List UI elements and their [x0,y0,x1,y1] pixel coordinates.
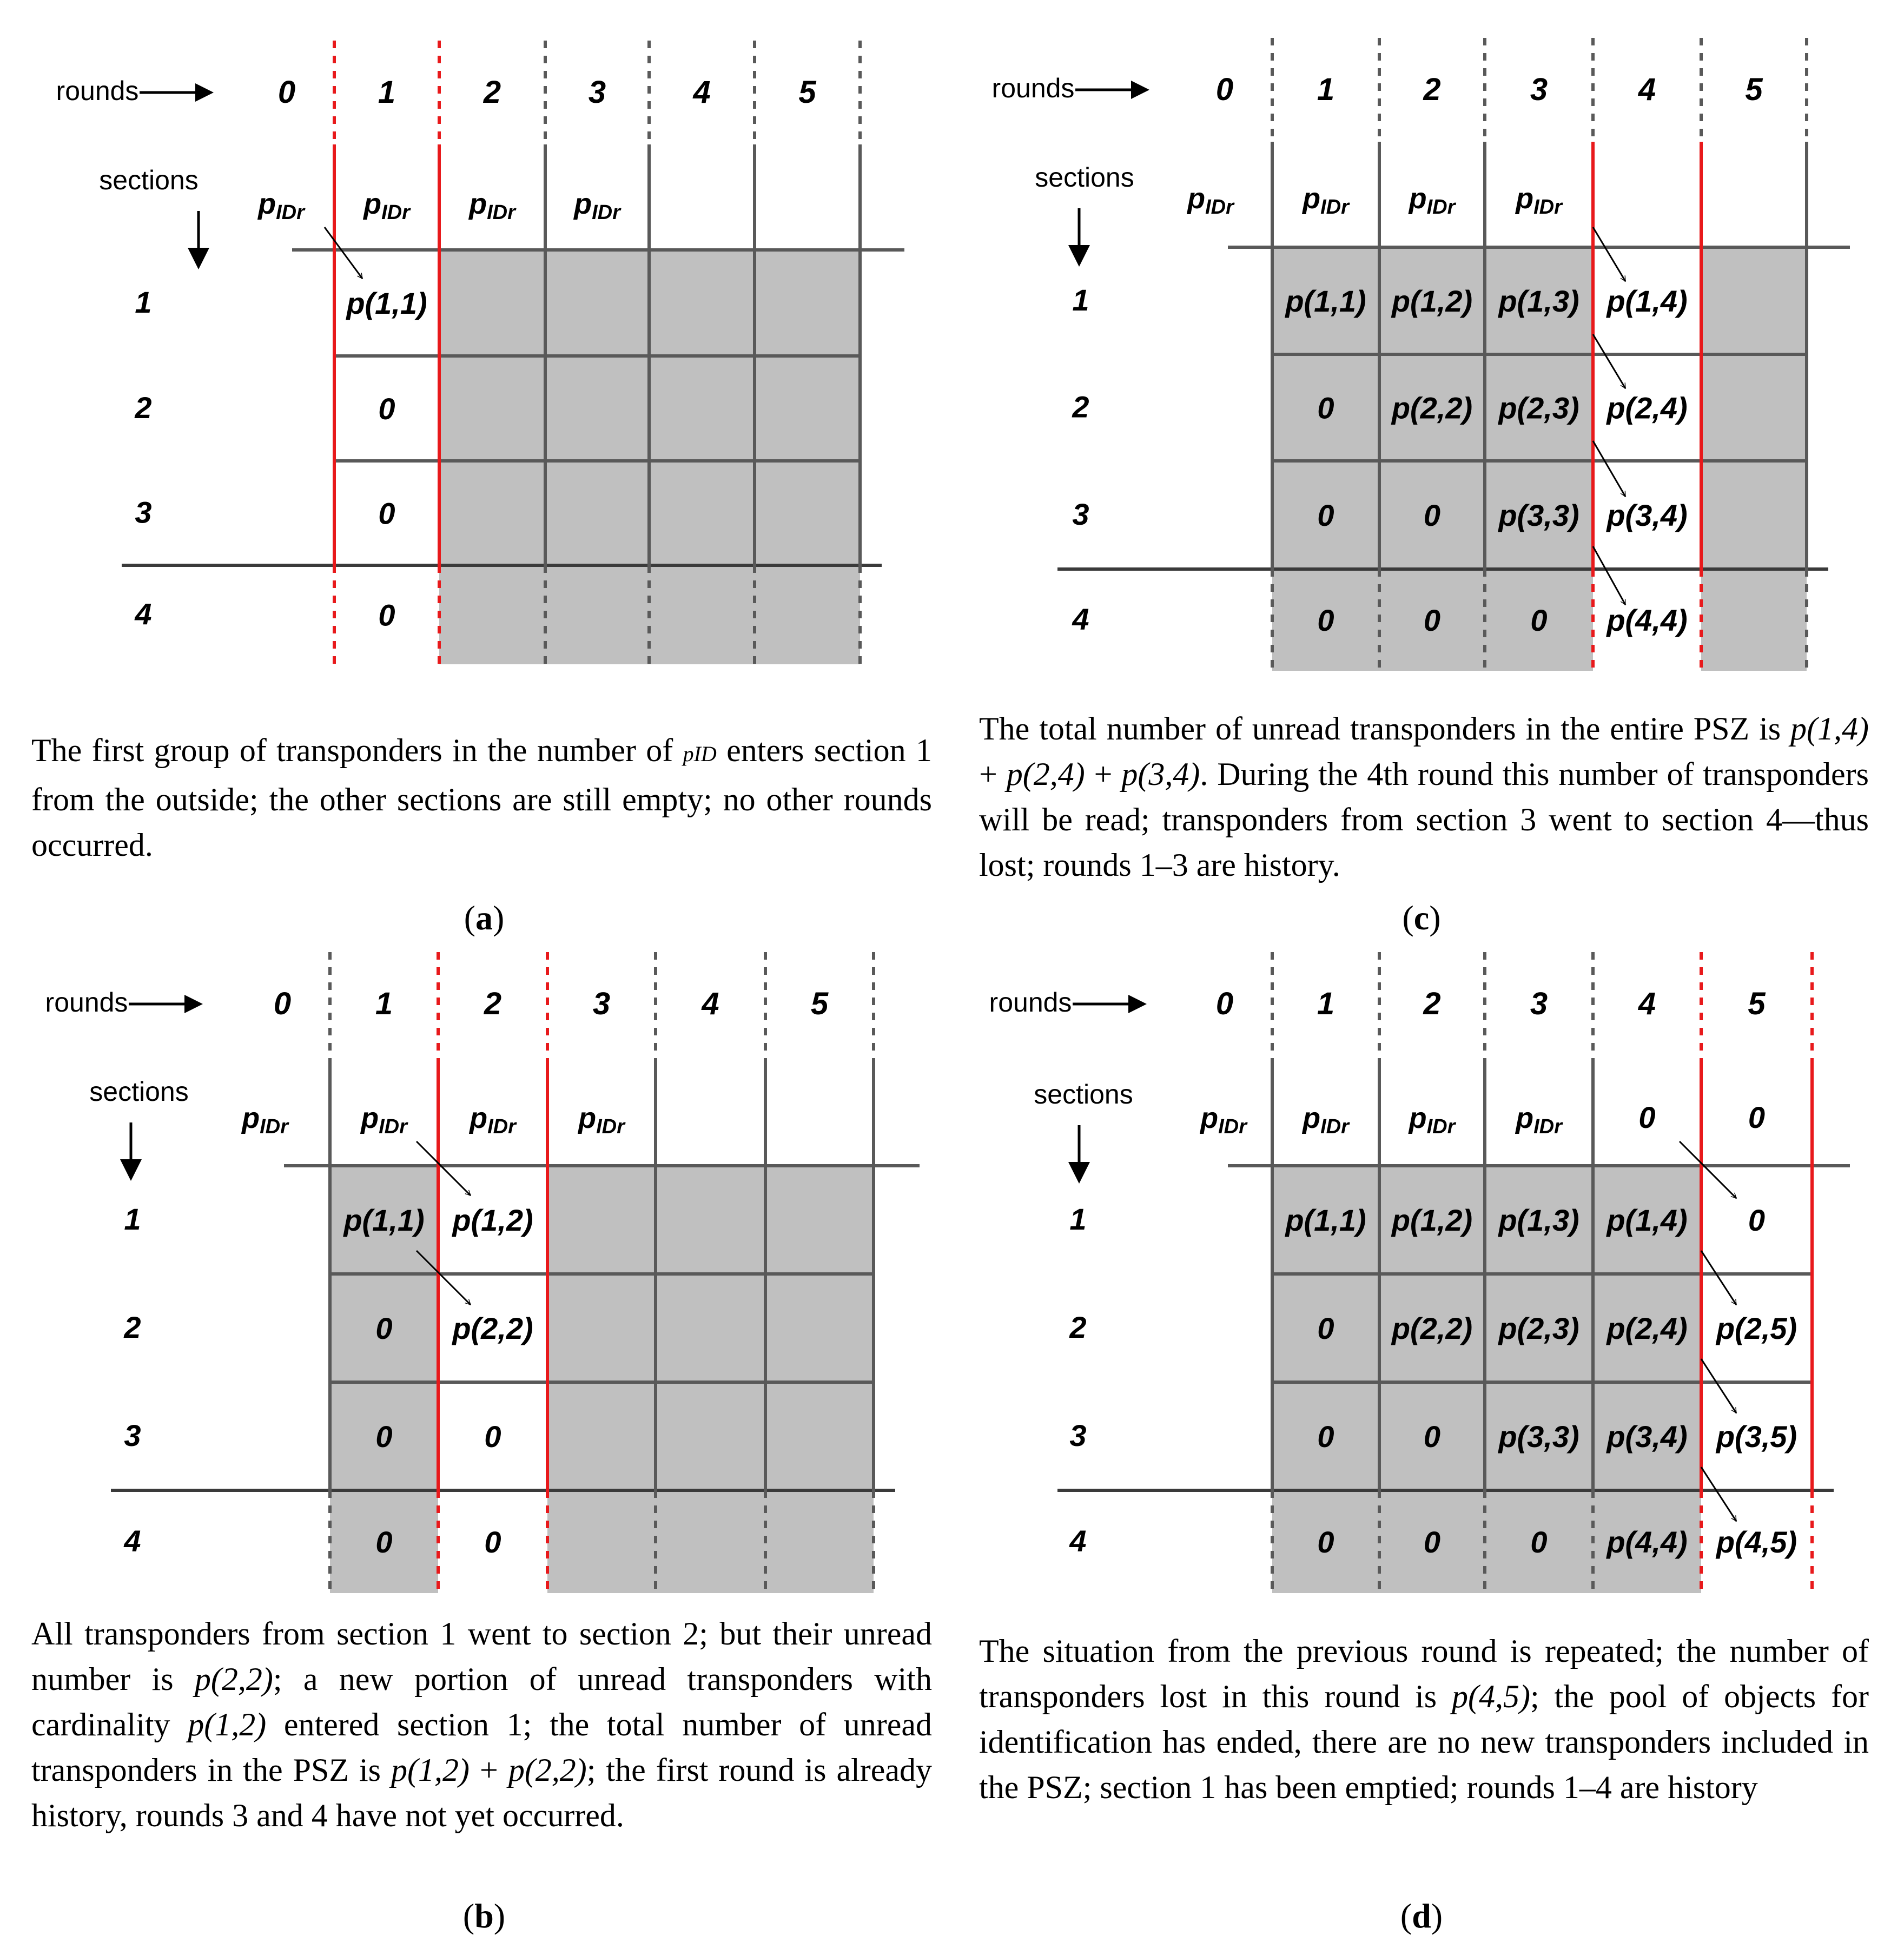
section-number: 1 [1069,1202,1087,1236]
gray-cell [547,1382,656,1490]
gray-cell [439,565,545,664]
pid-header-label [1408,1102,1457,1138]
gray-cell [547,1490,656,1593]
caption-c [979,706,1869,888]
cell-value: p(2,4) [1606,391,1688,425]
cell-value: 0 [1530,603,1548,637]
gray-cell [547,1166,656,1274]
pid-header-label [577,1102,626,1138]
gray-cell [755,250,860,356]
round-number: 3 [1530,72,1548,107]
pid-header-label [257,188,306,224]
pid-subscript: IDr [1205,196,1234,219]
round-number: 3 [1530,986,1548,1021]
pid-main: p [574,188,592,220]
section-number: 2 [135,391,152,425]
round-number: 1 [1317,72,1335,107]
cell-value: p(2,2) [452,1311,533,1345]
panel-label-a: (a) [464,899,505,937]
transition-arrow [1701,1251,1736,1305]
gray-cell [1701,569,1807,671]
caption-a [31,728,932,868]
section-number: 2 [1069,1310,1087,1344]
gray-cell [765,1382,874,1490]
pid-main: p [1303,182,1321,215]
pid-main: p [1303,1102,1321,1134]
panel-label-b: (b) [462,1897,506,1935]
cell-value: p(1,4) [1606,1203,1688,1237]
rounds-arrowhead [1131,81,1149,99]
pid-main: p [470,1102,488,1134]
section-number: 4 [135,597,152,631]
round-number: 0 [273,986,292,1021]
gray-cell [649,461,755,565]
cell-value: 0 [1423,603,1441,637]
pid-header-label [573,188,622,224]
caption-text: entered section 1; the total number of unread transponders in the PSZ is [31,1707,933,1788]
round-number: 1 [378,75,396,110]
cell-value: 0 [1530,1525,1548,1559]
pid-main: p [1409,1102,1427,1134]
pid-subscript: IDr [379,1115,407,1138]
pid-main: p [1516,182,1534,215]
transition-arrow [1701,1359,1736,1413]
cell-value: 0 [378,392,395,426]
caption-text: The situation from the previous round is repeated; the number of transponders lost in this round is [979,1633,1869,1714]
panel-label-c: (c) [1402,899,1441,937]
cell-value: 0 [484,1525,501,1559]
pid-main: p [1200,1102,1219,1134]
pid-subscript: IDr [276,201,305,224]
pid-subscript: IDr [1320,1115,1349,1138]
pid-header-label [360,1102,408,1138]
sections-label: sections [99,165,199,195]
rounds-label: rounds [45,987,128,1018]
section-number: 3 [1072,497,1089,531]
gray-cell [656,1166,765,1274]
cell-value: p(2,5) [1716,1311,1797,1345]
gray-cell [545,356,649,461]
cell-value: p(1,1) [343,1203,425,1237]
round-number: 5 [798,75,816,110]
pid-header-label [1186,182,1235,219]
panel-b [45,952,920,1593]
caption-text: + [1085,756,1122,792]
gray-cell [439,461,545,565]
section-number: 4 [124,1524,141,1558]
gray-cell [765,1490,874,1593]
section-number: 1 [135,285,152,319]
round-number: 4 [1638,986,1656,1021]
round-number: 2 [484,986,502,1021]
pid-subscript: IDr [1533,1115,1562,1138]
pid-header-label [468,1102,517,1138]
sections-label: sections [1035,162,1134,193]
caption-b [31,1611,932,1838]
round-number: 4 [693,75,711,110]
pid-main: p [1409,182,1427,215]
cell-value: p(2,2) [1391,1311,1473,1345]
cell-value: p(1,1) [346,286,427,320]
rounds-label: rounds [56,76,139,106]
caption-math: pID [683,742,717,766]
cell-value: p(1,2) [452,1203,533,1237]
pid-header-label [362,188,411,224]
section-number: 2 [124,1310,141,1344]
pid-subscript: IDr [1426,1115,1456,1138]
cell-value: 0 [1748,1203,1766,1237]
cell-value: p(3,3) [1498,1419,1579,1454]
cell-value: p(3,4) [1606,498,1688,532]
round-number: 5 [810,986,829,1021]
caption-math: p(1,2) [391,1752,470,1788]
cell-value: p(2,3) [1498,391,1579,425]
cell-value: 0 [1423,1525,1441,1559]
gray-cell [656,1382,765,1490]
pid-main: p [469,188,487,220]
pid-header-label [1408,182,1457,219]
cell-value: p(1,1) [1285,1203,1366,1237]
cell-value: 0 [378,496,395,531]
gray-cell [649,565,755,664]
transition-arrow [1593,334,1625,388]
gray-cell [649,356,755,461]
cell-value: 0 [375,1525,393,1559]
pid-subscript: IDr [1320,196,1349,219]
section-number: 3 [124,1418,141,1452]
cell-value: p(1,3) [1498,1203,1579,1237]
pid-header-label [1199,1102,1248,1138]
cell-value: p(2,2) [1391,391,1473,425]
rounds-label: rounds [989,987,1072,1018]
pid-header-label [1515,1102,1563,1138]
panel-label-d: (d) [1400,1897,1443,1935]
pid-subscript: IDr [487,201,515,224]
pid-header-label [1515,182,1563,219]
panel-a [56,41,904,664]
round-number: 0 [1215,986,1234,1021]
pid-header-label [1301,1102,1350,1138]
pid-main: p [363,188,382,220]
section-number: 1 [124,1202,141,1236]
caption-text: The first group of transponders in the number of [31,732,683,768]
header-value: 0 [1638,1100,1656,1134]
cell-value: 0 [375,1311,393,1345]
panel-letter: b [474,1897,494,1935]
cell-value: 0 [1317,498,1334,532]
caption-math: p(1,4) [1790,711,1869,747]
gray-cell [1701,354,1807,461]
cell-value: p(3,4) [1606,1419,1688,1454]
caption-text: + [979,756,1007,792]
panel-letter: a [475,899,493,937]
cell-value: p(4,4) [1606,603,1688,637]
rounds-arrowhead [184,995,203,1013]
caption-math: p(1,2) [188,1707,267,1742]
gray-cell [755,461,860,565]
section-number: 2 [1072,389,1089,424]
caption-text: enters section 1 from the outside; the other sections are still empty; no other rounds occurred. [31,732,933,863]
gray-cell [439,356,545,461]
sections-label: sections [89,1076,189,1107]
round-number: 3 [592,986,611,1021]
section-number: 3 [1069,1418,1087,1452]
section-number: 3 [135,495,152,530]
pid-main: p [1516,1102,1534,1134]
gray-cell [656,1490,765,1593]
cell-value: p(1,2) [1391,284,1473,318]
panel-letter: d [1412,1897,1431,1935]
cell-value: 0 [1317,1525,1334,1559]
caption-math: p(3,4) [1121,756,1200,792]
sections-arrowhead [120,1159,142,1181]
pid-subscript: IDr [260,1115,288,1138]
cell-value: 0 [1317,391,1334,425]
pid-subscript: IDr [1426,196,1456,219]
panel-letter: c [1413,899,1430,937]
pid-subscript: IDr [592,201,620,224]
round-number: 4 [702,986,719,1021]
cell-value: 0 [484,1419,501,1454]
gray-cell [1701,461,1807,569]
caption-text: All transponders from section 1 went to section 2; but their unread number is [31,1616,932,1697]
pid-subscript: IDr [487,1115,516,1138]
header-value: 0 [1748,1100,1766,1134]
round-number: 5 [1748,986,1766,1021]
caption-math: p(2,2) [194,1661,273,1697]
pid-header-label [241,1102,289,1138]
cell-value: p(1,2) [1391,1203,1473,1237]
cell-value: p(4,5) [1716,1525,1797,1559]
round-number: 1 [1317,986,1335,1021]
caption-text: ; a new portion of unread transponders with cardinality [31,1661,932,1742]
cell-value: p(3,3) [1498,498,1579,532]
transition-arrow [1701,1467,1736,1521]
round-number: 2 [1423,986,1441,1021]
round-number: 3 [588,75,606,110]
pid-header-label [1301,182,1350,219]
caption-text: ; the first round is already history, rounds 3 and 4 have not yet occurred. [31,1752,932,1833]
sections-arrowhead [1068,1162,1090,1184]
transition-arrow [1593,546,1625,605]
gray-cell [765,1166,874,1274]
caption-math: p(4,5) [1452,1679,1530,1714]
caption-text: + [469,1752,508,1788]
round-number: 0 [1215,72,1234,107]
cell-value: p(2,4) [1606,1311,1688,1345]
cell-value: 0 [378,598,395,632]
caption-text: ; the pool of objects for identification has ended, there are no new transponders included in the PSZ; section 1 has been emptied; rounds 1–4 are history [979,1679,1869,1805]
cell-value: 0 [1317,1419,1334,1454]
caption-math: p(2,2) [508,1752,587,1788]
pid-subscript: IDr [1218,1115,1247,1138]
gray-cell [755,565,860,664]
gray-cell [649,250,755,356]
round-number: 5 [1745,72,1763,107]
gray-cell [439,250,545,356]
gray-cell [755,356,860,461]
gray-cell [765,1274,874,1382]
sections-arrowhead [1068,245,1090,267]
pid-subscript: IDr [381,201,410,224]
pid-main: p [1187,182,1206,215]
panel-d [989,952,1850,1593]
pid-main: p [258,188,276,220]
panel-c [992,38,1850,671]
round-number: 2 [1423,72,1441,107]
gray-cell [547,1274,656,1382]
section-number: 1 [1072,283,1089,317]
transition-arrow [1593,227,1625,281]
cell-value: 0 [1423,498,1441,532]
sections-label: sections [1034,1079,1133,1109]
cell-value: 0 [1317,1311,1334,1345]
rounds-label: rounds [991,73,1075,103]
rounds-arrowhead [1128,995,1147,1013]
caption-text: . During the 4th round this number of transponders will be read; transponders from section 3 went to section 4—thus lost; rounds 1–3 are history. [979,756,1869,883]
pid-subscript: IDr [596,1115,625,1138]
round-number: 2 [483,75,501,110]
transition-arrow [325,227,362,279]
pid-main: p [361,1102,379,1134]
cell-value: p(2,3) [1498,1311,1579,1345]
cell-value: p(1,1) [1285,284,1366,318]
gray-cell [545,565,649,664]
gray-cell [1701,247,1807,354]
pid-subscript: IDr [1533,196,1562,219]
gray-cell [545,461,649,565]
cell-value: p(3,5) [1716,1419,1797,1454]
rounds-arrowhead [195,83,214,102]
cell-value: p(1,3) [1498,284,1579,318]
cell-value: p(4,4) [1606,1525,1688,1559]
cell-value: p(1,4) [1606,284,1688,318]
caption-d [979,1628,1869,1810]
cell-value: 0 [1423,1419,1441,1454]
cell-value: 0 [1317,603,1334,637]
section-number: 4 [1072,602,1089,636]
transition-arrow [1593,441,1625,497]
caption-math: p(2,4) [1006,756,1085,792]
pid-header-label [468,188,517,224]
gray-cell [545,250,649,356]
cell-value: 0 [375,1419,393,1454]
caption-text: The total number of unread transponders in the entire PSZ is [979,711,1791,747]
pid-main: p [242,1102,260,1134]
sections-arrowhead [188,248,209,269]
round-number: 0 [277,75,296,110]
pid-main: p [578,1102,597,1134]
round-number: 1 [375,986,393,1021]
gray-cell [656,1274,765,1382]
round-number: 4 [1638,72,1656,107]
section-number: 4 [1069,1524,1087,1558]
